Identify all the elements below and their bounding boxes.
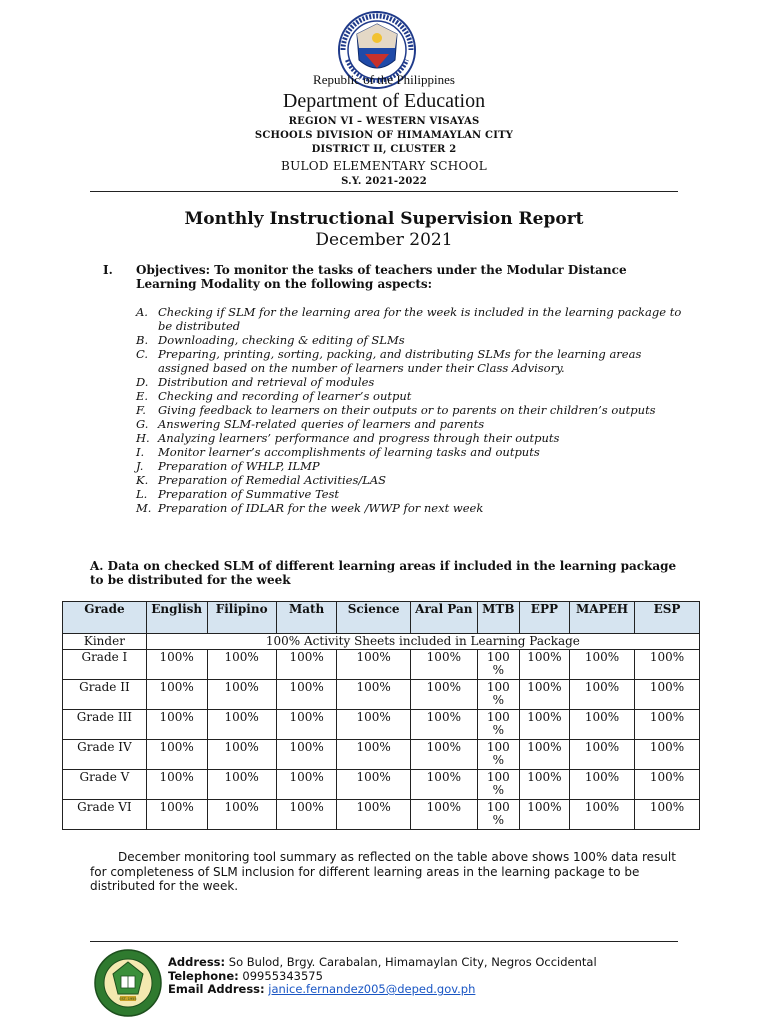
list-item [136,305,686,333]
table-row [63,710,700,740]
table-cell: 100% [410,770,477,800]
table-header-row [63,602,700,634]
table-cell: 100% [207,800,276,830]
table-cell: 100 % [477,770,519,800]
table-cell: 100% [337,650,410,680]
list-item [136,417,686,431]
department-title: Department of Education [282,90,486,112]
table-cell: 100 % [477,800,519,830]
list-item [136,501,686,515]
email-label: Email Address: [168,982,265,996]
list-item-letter: M. [136,501,152,515]
grade-cell: Grade V [63,770,147,800]
table-cell: 100% [337,710,410,740]
objectives-heading: Objectives: To monitor the tasks of teachers under the Modular Distance Learning Modality on the following aspects: [136,263,627,291]
grade-cell: Grade IV [63,740,147,770]
republic-line: Republic of the Philippines [313,72,455,87]
school-name: BULOD ELEMENTARY SCHOOL [280,159,488,173]
table-cell: 100% [207,770,276,800]
table-cell: 100% [570,770,635,800]
email-line [168,983,597,997]
table-row [63,800,700,830]
table-row [63,634,700,650]
list-item-text: Giving feedback to learners on their outputs or to parents on their children’s outputs [158,403,656,417]
column-header: ESP [635,602,700,634]
list-item-letter: D. [136,375,149,389]
header-divider [90,191,678,192]
table-row [63,680,700,710]
table-cell: 100% [410,710,477,740]
report-title: Monthly Instructional Supervision Report [184,209,584,229]
telephone-label: Telephone: [168,968,239,983]
table-cell: 100% [146,740,207,770]
table-cell: 100% [519,710,569,740]
table-cell: 100% [146,800,207,830]
table-cell: 100% [207,680,276,710]
column-header: MTB [477,602,519,634]
table-cell: 100% [207,650,276,680]
list-item-text: Analyzing learners’ performance and progress through their outputs [158,431,560,445]
summary-paragraph [90,850,678,894]
column-header: English [146,602,207,634]
table-cell: 100 % [477,650,519,680]
objectives-number: I. [103,263,113,277]
grade-cell: Grade II [63,680,147,710]
email-link[interactable]: janice.fernandez005@deped.gov.ph [268,982,476,996]
table-cell: 100 % [477,710,519,740]
list-item-text: Monitor learner’s accomplishments of learning tasks and outputs [158,445,540,459]
region-line: REGION VI – WESTERN VISAYAS [288,116,480,127]
school-logo-icon [93,948,163,1018]
list-item-text: Distribution and retrieval of modules [158,375,375,389]
table-cell: 100% [519,650,569,680]
table-cell: 100% [635,770,700,800]
list-item-letter: E. [136,389,149,403]
table-cell: 100% [337,770,410,800]
list-item [136,389,686,403]
table-cell: 100% [146,770,207,800]
table-cell: 100% [276,800,337,830]
list-item-text: Checking if SLM for the learning area for the week is included in the learning package to be distributed [158,305,682,333]
table-cell: 100% [146,680,207,710]
list-item [136,487,686,501]
list-item-text: Checking and recording of learner’s output [158,389,412,403]
division-line: SCHOOLS DIVISION OF HIMAMAYLAN CITY [254,130,514,141]
list-item-letter: L. [136,487,148,501]
address-label: Address: [168,955,226,969]
grade-cell: Grade I [63,650,147,680]
table-row [63,650,700,680]
table-cell: 100% [519,800,569,830]
address-value: So Bulod, Brgy. Carabalan, Himamaylan City, Negros Occidental [228,955,597,969]
list-item [136,445,686,459]
column-header: Science [337,602,410,634]
table-cell: 100% [337,800,410,830]
table-cell: 100% [207,710,276,740]
grade-cell: Grade III [63,710,147,740]
table-cell: 100% [146,710,207,740]
list-item-letter: F. [136,403,146,417]
list-item-text: Preparation of IDLAR for the week /WWP for next week [158,501,484,515]
list-item-letter: H. [136,431,150,445]
table-cell: 100% [570,650,635,680]
grade-cell: Kinder [63,634,147,650]
table-cell: 100% [207,740,276,770]
table-cell: 100% [276,710,337,740]
list-item [136,431,686,445]
section-a-heading: A. Data on checked SLM of different learning areas if included in the learning package to be distributed for the week [90,559,677,587]
table-cell: 100% [337,740,410,770]
column-header: MAPEH [570,602,635,634]
footer-contact [168,956,597,997]
logo-est-text: EST. 1955 [119,997,137,1001]
list-item-letter: K. [136,473,149,487]
table-cell: 100% [635,800,700,830]
objectives-list [136,305,686,515]
list-item [136,375,686,389]
list-item-letter: I. [136,445,145,459]
summary-text: December monitoring tool summary as reflected on the table above shows 100% data result for completeness of SLM inclusion for different learning areas in the learning package to be distributed for the week. [90,850,676,893]
table-cell: 100% [570,680,635,710]
list-item-letter: G. [136,417,149,431]
list-item [136,333,686,347]
slm-table [62,601,700,830]
table-cell: 100% [635,650,700,680]
column-header: Filipino [207,602,276,634]
table-cell: 100% [276,770,337,800]
table-row [63,740,700,770]
table-cell: 100% [635,740,700,770]
table-cell: 100% [410,650,477,680]
table-cell: 100% [635,680,700,710]
column-header: Aral Pan [410,602,477,634]
table-cell: 100% [635,710,700,740]
table-row [63,770,700,800]
list-item-text: Preparation of Summative Test [158,487,340,501]
table-cell: 100% [519,740,569,770]
list-item-letter: A. [136,305,148,319]
table-cell: 100% [146,650,207,680]
table-cell: 100% [410,680,477,710]
grade-cell: Grade VI [63,800,147,830]
list-item-letter: C. [136,347,149,361]
table-cell: 100% [570,710,635,740]
column-header: Grade [63,602,147,634]
list-item [136,473,686,487]
list-item-text: Preparation of WHLP, ILMP [158,459,320,473]
table-cell: 100% [570,740,635,770]
report-month: December 2021 [315,230,453,250]
table-cell: 100% [570,800,635,830]
kinder-note-cell: 100% Activity Sheets included in Learning Package [146,634,699,650]
footer-divider [90,941,678,942]
table-cell: 100% [337,680,410,710]
table-cell: 100% [276,740,337,770]
column-header: EPP [519,602,569,634]
column-header: Math [276,602,337,634]
table-cell: 100% [519,770,569,800]
table-cell: 100% [519,680,569,710]
table-cell: 100 % [477,680,519,710]
list-item-text: Answering SLM-related queries of learners and parents [158,417,485,431]
school-year: S.Y. 2021-2022 [341,176,427,187]
list-item [136,403,686,417]
district-line: DISTRICT II, CLUSTER 2 [311,144,457,155]
list-item-text: Preparation of Remedial Activities/LAS [158,473,387,487]
list-item [136,459,686,473]
telephone-line [168,970,597,984]
address-line [168,956,597,970]
table-cell: 100% [276,650,337,680]
table-cell: 100% [410,740,477,770]
list-item-text: Preparing, printing, sorting, packing, and distributing SLMs for the learning areas assigned based on the number of learners under their Class Advisory. [158,347,642,375]
telephone-value: 09955343575 [242,968,323,983]
list-item-letter: J. [136,459,144,473]
table-cell: 100% [410,800,477,830]
table-cell: 100% [276,680,337,710]
table-cell: 100 % [477,740,519,770]
list-item [136,347,686,375]
list-item-letter: B. [136,333,149,347]
list-item-text: Downloading, checking & editing of SLMs [158,333,405,347]
